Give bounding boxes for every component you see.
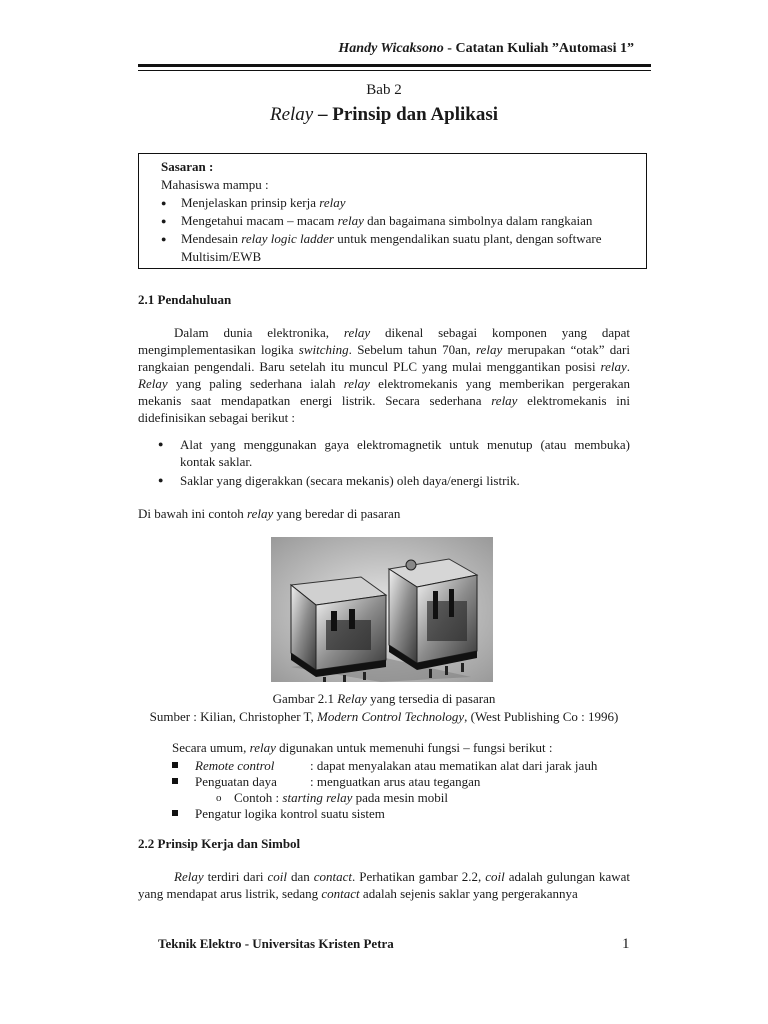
running-header: [338, 41, 634, 57]
relay-left: [291, 577, 386, 682]
header-rule-thin: [138, 70, 651, 71]
function-item: Pengatur logika kontrol suatu sistem: [172, 806, 552, 822]
page-number: 1: [622, 936, 630, 952]
section-heading-prinsip-kerja: 2.2 Prinsip Kerja dan Simbol: [138, 836, 301, 851]
function-item: Penguatan daya : menguatkan arus atau tegangan: [172, 774, 552, 790]
functions-list: [172, 740, 598, 822]
header-separator: -: [443, 41, 456, 56]
figure-source: Sumber : Kilian, Christopher T, Modern Control Technology, (West Publishing Co : 1996): [149, 709, 619, 724]
intro-paragraph: Dalam dunia elektronika, relay dikenal sebagai komponen yang dapat mengimplementasikan logika switching. Sebelum tahun 70an, relay merupakan “otak” dari rangkaian pengendali. Baru setelah itu muncul PLC yang mulai menggantikan posisi relay. Relay yang paling sederhana ialah relay elektromekanis yang memberikan pergerakan mekanis saat mendapatkan energi listrik. Secara sederhana relay elektromekanis ini didefinisikan sebagai berikut :: [138, 325, 631, 425]
header-rule-thick: [138, 64, 651, 67]
header-author: Handy Wicaksono: [338, 41, 444, 56]
objectives-list: [161, 194, 636, 266]
chapter-title: [0, 104, 768, 126]
chapter-title-rest: – Prinsip dan Aplikasi: [313, 104, 499, 125]
sub-bullet: o: [216, 792, 222, 804]
relay-right: [389, 559, 477, 678]
objective-item: ● Mengetahui macam – macam relay dan bagaimana simbolnya dalam rangkaian: [161, 212, 636, 230]
objective-item: ● Menjelaskan prinsip kerja relay: [161, 194, 636, 212]
function-subitem: o Contoh : starting relay pada mesin mobil: [216, 790, 449, 805]
chapter-title-relay: Relay: [269, 104, 314, 125]
objectives-intro: Mahasiswa mampu :: [161, 177, 269, 192]
section-heading-pendahuluan: 2.1 Pendahuluan: [138, 292, 232, 307]
functions-intro: Secara umum, relay digunakan untuk memenuhi fungsi – fungsi berikut :: [172, 740, 553, 755]
definition-item: ● Saklar yang digerakkan (secara mekanis) oleh daya/energi listrik.: [158, 472, 630, 489]
page-footer: Teknik Elektro - Universitas Kristen Petra: [158, 936, 394, 951]
objective-item: ● Mendesain relay logic ladder untuk mengendalikan suatu plant, dengan software Multisim/EWB: [161, 230, 636, 266]
objectives-box: [138, 153, 647, 269]
square-bullet-icon: [172, 810, 178, 816]
chapter-number: Bab 2: [366, 82, 402, 98]
header-course: Catatan Kuliah ”Automasi 1”: [455, 41, 634, 56]
definition-list: [158, 436, 630, 489]
definition-item: ● Alat yang menggunakan gaya elektromagnetik untuk menutup (atau membuka) kontak saklar.: [158, 436, 630, 470]
square-bullet-icon: [172, 762, 178, 768]
figure-caption: Gambar 2.1 Relay yang tersedia di pasaran: [272, 691, 496, 706]
objectives-label: Sasaran :: [161, 159, 214, 174]
relay-photo: [271, 537, 493, 682]
example-sentence: Di bawah ini contoh relay yang beredar di pasaran: [138, 506, 401, 521]
relay-photo-illustration: [271, 537, 493, 682]
square-bullet-icon: [172, 778, 178, 784]
principle-paragraph: Relay terdiri dari coil dan contact. Perhatikan gambar 2.2, coil adalah gulungan kawat yang mendapat arus listrik, sedang contact adalah sejenis saklar yang pergerakannya: [138, 869, 631, 901]
function-item: Remote control : dapat menyalakan atau mematikan alat dari jarak jauh: [172, 758, 552, 774]
